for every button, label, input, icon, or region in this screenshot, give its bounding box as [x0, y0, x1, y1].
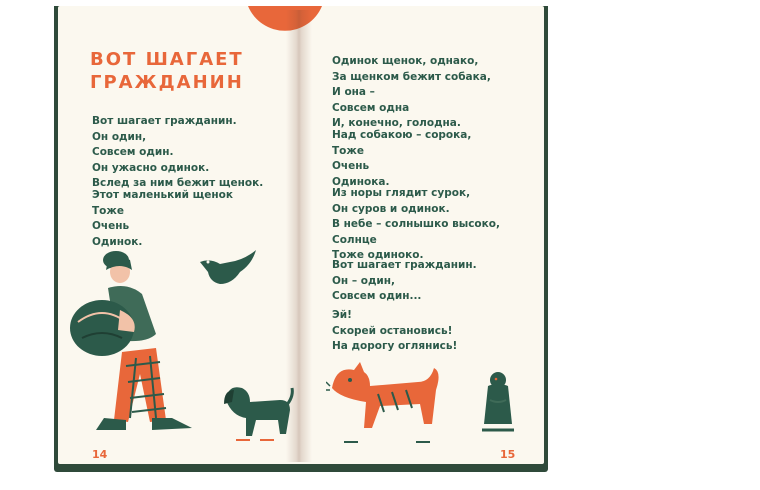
verse-line: И, конечно, голодна. [332, 117, 461, 129]
poem-title-line-1: ВОТ ШАГАЕТ [90, 49, 244, 70]
poem-title [90, 48, 244, 94]
verse-line: Скорей остановись! [332, 324, 453, 337]
dog-illustration [326, 358, 444, 448]
marmot-illustration [478, 370, 518, 436]
verse-line: Очень [332, 160, 370, 172]
citizen-illustration [64, 248, 204, 444]
verse-line: На дорогу оглянись! [332, 340, 458, 352]
verse-line: Он один, [92, 130, 147, 143]
right-stanza-3 [332, 186, 500, 264]
right-stanza-1 [332, 54, 491, 132]
right-stanza-2 [332, 128, 471, 190]
poem-title-line-2: ГРАЖДАНИН [90, 72, 244, 93]
sun-illustration [240, 6, 330, 62]
verse-line: Совсем одна [332, 101, 410, 114]
magpie-illustration [198, 248, 258, 288]
verse-line: Он суров и одинок. [332, 202, 450, 215]
verse-line: Тоже одиноко. [332, 249, 424, 261]
left-stanza-1 [92, 114, 263, 192]
verse-line: Одинок. [92, 235, 143, 248]
verse-line: Вот шагает гражданин. [332, 259, 477, 271]
verse-line: Тоже [92, 204, 124, 217]
page-number-right: 15 [500, 448, 516, 461]
verse-line: Солнце [332, 233, 377, 246]
left-stanza-2 [92, 188, 233, 250]
verse-line: Одинока. [332, 175, 390, 188]
verse-line: Вслед за ним бежит щенок. [92, 177, 264, 189]
verse-line: За щенком бежит собака, [332, 70, 491, 83]
puppy-illustration [214, 380, 294, 444]
page-number-left: 14 [92, 448, 108, 461]
verse-line: Он – один, [332, 274, 396, 287]
right-stanza-4 [332, 258, 477, 305]
verse-line: В небе – солнышко высоко, [332, 218, 500, 230]
verse-line: Из норы глядит сурок, [332, 187, 471, 199]
verse-line: И она – [332, 86, 375, 98]
verse-line: Над собакою – сорока, [332, 129, 472, 141]
verse-line: Тоже [332, 144, 364, 157]
verse-line: Эй! [332, 309, 352, 321]
verse-line: Этот маленький щенок [92, 189, 233, 201]
verse-line: Одинок щенок, однако, [332, 55, 479, 67]
verse-line: Он ужасно одинок. [92, 161, 210, 174]
verse-line: Очень [92, 220, 130, 232]
verse-line: Совсем один... [332, 290, 422, 302]
right-stanza-5 [332, 308, 457, 355]
verse-line: Вот шагает гражданин. [92, 115, 237, 127]
verse-line: Совсем один. [92, 146, 174, 158]
